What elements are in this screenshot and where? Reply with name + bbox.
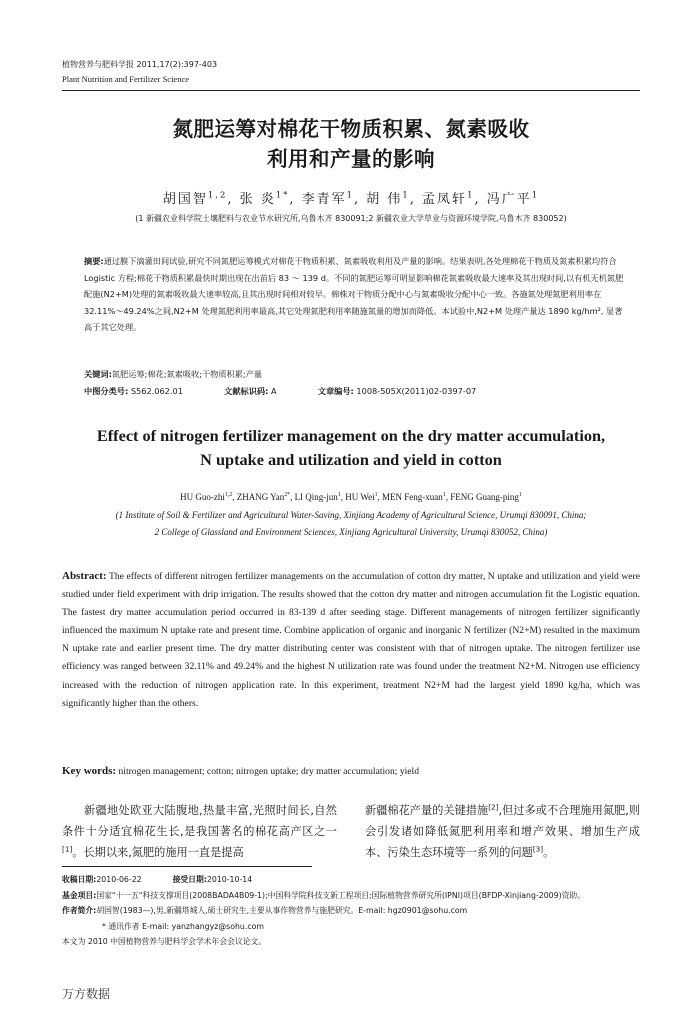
author-cn: 胡 伟: [366, 192, 403, 207]
doc-code-label: 文献标识码:: [224, 386, 269, 396]
author-en-sup: 1: [337, 492, 341, 498]
author-cn: 李青军: [301, 192, 347, 207]
classification-line: [84, 386, 624, 397]
author-cn: 胡国智: [162, 192, 208, 207]
keywords-cn: [84, 369, 624, 380]
abstract-en-label: Abstract:: [62, 570, 107, 582]
author-en-sup: 1: [442, 492, 446, 498]
keywords-en-text: nitrogen management; cotton; nitrogen uptake; dry matter accumulation; yield: [118, 766, 419, 777]
body-text: ,但过多或不合理施用氮肥,则会引发诸如降低氮肥利用率和增产效果、增加生产成本、污染生态环境等一系列的问题: [365, 804, 640, 859]
header-rule: [62, 90, 640, 91]
clc-label: 中图分类号:: [84, 386, 129, 396]
author-en-sup: 1,2: [224, 492, 233, 498]
body-text: 。长期以来,氮肥的施用一直是提高: [72, 846, 244, 859]
journal-citation-cn: 植物营养与肥料学报 2011,17(2):397-403: [62, 60, 218, 69]
clc-value: S562.062.01: [130, 386, 183, 396]
citation-ref: [3]: [532, 844, 544, 854]
fund-text: 国家"十一五"科技支撑项目(2008BADA4B09-1);中国科学院科技支新工程项目;国际植物营养研究所(IPNI)项目(BFDP-Xinjiang-2009)资助。: [96, 890, 586, 900]
article-no-label: 文章编号:: [317, 386, 354, 396]
body-column-left: [62, 800, 337, 863]
author-cn: 孟凤轩: [422, 192, 468, 207]
author-cn-sup: 1: [531, 189, 540, 200]
author-en: FENG Guang-ping: [450, 492, 519, 502]
author-en-sup: 1: [518, 492, 522, 498]
accepted-date: 2010-10-14: [206, 875, 253, 884]
abstract-en: [62, 567, 640, 713]
title-cn: [62, 114, 640, 174]
keywords-en: [62, 765, 640, 777]
fund-line: [62, 888, 640, 904]
body-column-right: [365, 800, 640, 863]
author-cn-sup: 1: [467, 189, 475, 200]
received-date: 2010-06-22: [96, 875, 142, 884]
accepted-label: 接受日期:: [172, 875, 207, 884]
author-cn: 冯广平: [486, 192, 532, 207]
author-en: MEN Feng-xuan: [382, 492, 443, 502]
authors-en: HU Guo-zhi$^{1,2}$, ZHANG Yan$^{2*}$, LI Qing-jun$^1$, HU Wei$^1$, MEN Feng-xuan$^1$, FENG Guang-ping$^1$: [180, 492, 522, 502]
author-en: HU Guo-zhi: [180, 492, 225, 502]
title-en-line1: Effect of nitrogen fertilizer management on the dry matter accumulation,: [96, 426, 606, 445]
dates-line: [62, 872, 640, 888]
author-bio-label: 作者简介:: [62, 906, 97, 916]
citation-ref: [1]: [62, 844, 73, 854]
title-cn-line1: 氮肥运筹对棉花干物质积累、氮素吸收: [172, 117, 530, 141]
author-cn-sup: 1,2: [207, 189, 228, 200]
abstract-cn: [84, 253, 624, 336]
footnote-rule: [62, 866, 312, 867]
author-en: ZHANG Yan: [236, 492, 285, 502]
article-no-value: 1008-505X(2011)02-0397-07: [356, 386, 477, 396]
author-en-sup: 1: [374, 492, 378, 498]
title-cn-line2: 利用和产量的影响: [267, 147, 435, 171]
citation-ref: [2]: [488, 802, 499, 812]
author-en-sup: 2*: [284, 492, 291, 498]
author-bio-line: [62, 903, 640, 919]
keywords-cn-text: 氮肥运筹;棉花;氮素吸收;干物质积累;产量: [111, 369, 263, 379]
abstract-cn-label: 摘要:: [84, 256, 104, 266]
corresponding-author: * 通讯作者 E-mail: yanzhangyz@sohu.com: [102, 921, 264, 931]
watermark: 万方数据: [62, 987, 111, 1001]
journal-header: [62, 58, 217, 86]
body-text: 新疆棉花产量的关键措施: [365, 804, 489, 817]
body-text: 。: [543, 846, 555, 859]
footnotes: [62, 872, 640, 950]
doc-code-value: A: [270, 386, 277, 396]
authors-cn: 胡国智$^{1,2}$, 张 炎$^{1*}$, 李青军$^1$, 胡 伟$^1$, 孟凤轩$^1$, 冯广平$^1$: [162, 189, 540, 207]
keywords-en-label: Key words:: [62, 765, 117, 777]
title-en: [62, 424, 640, 472]
keywords-cn-label: 关键词:: [84, 369, 112, 379]
journal-name-en: Plant Nutrition and Fertilizer Science: [62, 74, 189, 84]
abstract-en-text: The effects of different nitrogen fertilizer managements on the accumulation of cotton dry matter, N uptake and utilization and yield were studied under field experiment with drip irrigation. The results showed that the cotton dry matter and nitrogen accumulation fit the Logistic equation. The fastest dry matter accumulation period occurred in 83-139 d after seeding stage. Different managements of nitrogen fertilizer significantly influenced the maximum N uptake rate and present time. Combine application of organic and inorganic N fertilizer (N2+M) resulted in the maximum N uptake rate and earlier present time. The dry matter distributing center was consistent with that of nitrogen uptake. The nitrogen fertilizer use efficiency was ranged between 32.11% and 49.24% and the highest N utilization rate was found under the treatment N2+M. Nitrogen use efficiency increased with the reduction of nitrogen application rate. In this experiment, treatment N2+M had the largest yield 1890 kg/ha, which was significantly higher than the others.: [62, 571, 640, 709]
fund-label: 基金项目:: [62, 890, 97, 900]
author-bio-text: 胡国智(1983—),男,新疆塔城人,硕士研究生,主要从事作物营养与施肥研究。E-mail: hgz0901@sohu.com: [96, 906, 468, 916]
author-cn: 张 炎: [239, 192, 276, 207]
author-en: LI Qing-jun: [294, 492, 338, 502]
body-text: 新疆地处欧亚大陆腹地,热量丰富,光照时间长,自然条件十分适宜棉花生长,是我国著名的棉花高产区之一: [62, 804, 337, 838]
conference-note: 本文为 2010 中国植物营养与肥料学会学术年会会议论文。: [62, 937, 267, 947]
title-en-line2: N uptake and utilization and yield in cotton: [200, 450, 502, 469]
author-cn-sup: 1*: [275, 189, 290, 200]
abstract-cn-text: 通过膜下滴灌田间试验,研究不同氮肥运筹模式对棉花干物质积累、氮素吸收利用及产量的影响。结果表明,各处理棉花干物质及氮素积累均符合 Logistic 方程;棉花干物质积累最快时期出现在出苗后 83 ～ 139 d。不同的氮肥运筹可明显影响棉花氮素吸收最大速率及其出现时间,以有机无机氮肥配施(N2+M)处理的氮素吸收最大速率较高,且其出现时间相对较早。棉株对干物质分配中心与氮素吸收分配中心一致。各施氮处理氮肥利用率在 32.11%～49.24%之间,N2+M 处理氮肥利用率最高,其它处理氮肥利用率随施氮量的增加而降低。本试验中,N2+M 处理产量达 1890 kg/hm², 显著高于其它处理。: [84, 256, 624, 333]
author-cn-sup: 1: [402, 189, 410, 200]
author-en: HU Wei: [345, 492, 375, 502]
affiliation-en-line2: 2 College of Glassland and Environment Sciences, Xinjiang Agricultural University, Urumqi 830052, China): [154, 527, 548, 537]
affiliation-en-line1: (1 Institute of Soil & Fertilizer and Agricultural Water-Saving, Xinjiang Academy of Agricultural Science, Urumqi 830091, China;: [115, 510, 587, 520]
received-label: 收稿日期:: [62, 875, 97, 884]
author-cn-sup: 1: [346, 189, 354, 200]
affiliation-cn: (1 新疆农业科学院土壤肥料与农业节水研究所,乌鲁木齐 830091;2 新疆农业大学草业与资源环境学院,乌鲁木齐 830052): [135, 214, 567, 223]
